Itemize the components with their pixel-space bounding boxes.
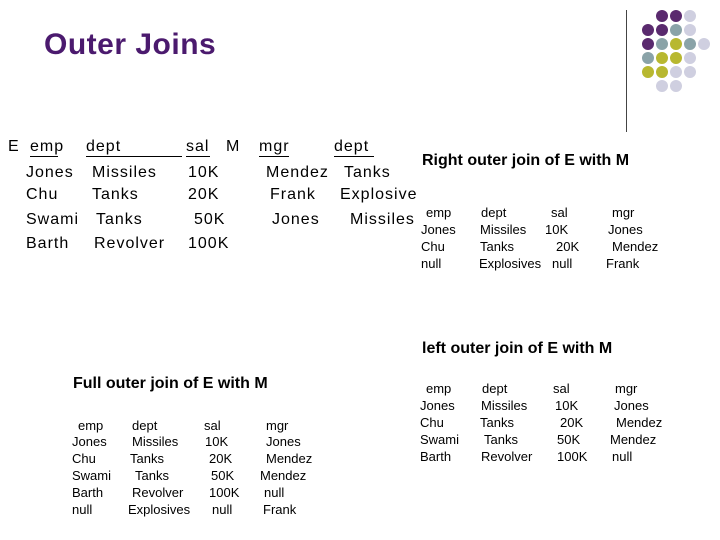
left-join-cell: 100K	[557, 449, 588, 464]
decorative-dot	[670, 10, 682, 22]
table-e-cell: Chu	[26, 186, 59, 203]
right-join-cell: Tanks	[480, 239, 514, 254]
table-e-cell: 10K	[188, 164, 220, 181]
right-join-cell: Chu	[421, 239, 445, 254]
full-join-cell: Mendez	[266, 451, 313, 466]
decorative-dot	[656, 80, 668, 92]
table-m-label: M	[226, 138, 241, 155]
left-join-cell: Tanks	[484, 432, 518, 447]
right-join-cell: Jones	[421, 222, 456, 237]
table-e-cell: Jones	[26, 164, 74, 181]
table-e-header-sal: sal	[186, 138, 210, 155]
table-e-cell: 100K	[188, 235, 230, 252]
left-join-cell: Chu	[420, 415, 444, 430]
right-join-cell: 10K	[545, 222, 569, 237]
full-join-cell: 100K	[209, 485, 240, 500]
full-join-cell: 10K	[205, 434, 229, 449]
right-join-cell: null	[421, 256, 442, 271]
table-m-cell: Jones	[272, 211, 320, 228]
left-join-cell: 10K	[555, 398, 579, 413]
table-e-cell: Barth	[26, 235, 70, 252]
decorative-dot	[684, 10, 696, 22]
decorative-dot	[684, 24, 696, 36]
right-join-cell: null	[552, 256, 573, 271]
left-join-header: sal	[553, 381, 570, 396]
left-join-header: emp	[426, 381, 452, 396]
decorative-dot	[698, 38, 710, 50]
left-join-cell: 50K	[557, 432, 581, 447]
full-join-cell: Missiles	[132, 434, 179, 449]
left-join-cell: Mendez	[610, 432, 657, 447]
decorative-dot	[684, 66, 696, 78]
full-join-cell: Chu	[72, 451, 96, 466]
left-join-header: mgr	[615, 381, 638, 396]
left-join-cell: Missiles	[481, 398, 528, 413]
decorative-dot	[684, 38, 696, 50]
left-join-cell: Jones	[420, 398, 455, 413]
decorative-dot	[670, 24, 682, 36]
right-join-header: sal	[551, 205, 568, 220]
left-join-cell: Mendez	[616, 415, 663, 430]
left-join-cell: Swami	[420, 432, 460, 447]
left-join-cell: 20K	[560, 415, 584, 430]
right-join-cell: Frank	[606, 256, 640, 271]
table-e-cell: Tanks	[96, 211, 143, 228]
decorative-dot	[670, 38, 682, 50]
right-join-cell: Missiles	[480, 222, 527, 237]
full-join-cell: Explosives	[128, 502, 191, 517]
left-join-cell: null	[612, 449, 633, 464]
full-join-cell: Revolver	[132, 485, 184, 500]
full-join-cell: Jones	[72, 434, 107, 449]
decorative-dot	[642, 38, 654, 50]
right-join-header: dept	[481, 205, 507, 220]
full-join-cell: Mendez	[260, 468, 307, 483]
decorative-dot	[642, 52, 654, 64]
full-join-cell: Tanks	[135, 468, 169, 483]
table-m-cell: Missiles	[350, 211, 415, 228]
table-m-cell: Frank	[270, 186, 316, 203]
full-join-header: mgr	[266, 418, 289, 433]
decorative-dot	[670, 80, 682, 92]
table-e-header-dept: dept	[86, 138, 182, 157]
full-join-header: dept	[132, 418, 158, 433]
table-e-cell: Tanks	[92, 186, 139, 203]
full-join-cell: Swami	[72, 468, 112, 483]
full-join-cell: 20K	[209, 451, 233, 466]
right-join-header: mgr	[612, 205, 635, 220]
full-join-title: Full outer join of E with M	[73, 375, 268, 392]
full-join-cell: 50K	[211, 468, 235, 483]
full-join-cell: Jones	[266, 434, 301, 449]
table-e-cell: Swami	[26, 211, 80, 228]
table-m-header-dept: dept	[334, 138, 374, 157]
table-e-cell: Missiles	[92, 164, 157, 181]
decorative-dot	[684, 52, 696, 64]
left-join-cell: Tanks	[480, 415, 514, 430]
table-e-cell: 20K	[188, 186, 220, 203]
right-join-header: emp	[426, 205, 452, 220]
table-e-label: E	[8, 138, 20, 155]
table-m-cell: Tanks	[344, 164, 391, 181]
full-join-cell: null	[264, 485, 285, 500]
left-join-header: dept	[482, 381, 508, 396]
right-join-title: Right outer join of E with M	[422, 152, 630, 169]
full-join-cell: Barth	[72, 485, 104, 500]
decorative-dot	[670, 52, 682, 64]
full-join-cell: null	[72, 502, 93, 517]
decorative-dot	[656, 52, 668, 64]
full-join-header: emp	[78, 418, 104, 433]
right-join-cell: Jones	[608, 222, 643, 237]
decorative-dot	[656, 66, 668, 78]
full-join-cell: Frank	[263, 502, 297, 517]
full-join-header: sal	[204, 418, 221, 433]
left-join-cell: Jones	[614, 398, 649, 413]
right-join-cell: Mendez	[612, 239, 659, 254]
table-e-cell: Revolver	[94, 235, 166, 252]
table-e-cell: 50K	[194, 211, 226, 228]
decorative-dot	[670, 66, 682, 78]
divider-line	[626, 10, 627, 132]
left-join-cell: Revolver	[481, 449, 533, 464]
right-join-cell: 20K	[556, 239, 580, 254]
right-join-cell: Explosives	[479, 256, 542, 271]
table-m-header-mgr: mgr	[259, 138, 290, 155]
decorative-dot	[656, 10, 668, 22]
left-join-cell: Barth	[420, 449, 452, 464]
decorative-dot	[642, 66, 654, 78]
full-join-cell: Tanks	[130, 451, 164, 466]
left-join-title: left outer join of E with M	[422, 340, 613, 357]
slide-title: Outer Joins	[44, 28, 217, 61]
decorative-dot	[656, 24, 668, 36]
table-m-cell: Mendez	[266, 164, 329, 181]
decorative-dot	[642, 24, 654, 36]
full-join-cell: null	[212, 502, 233, 517]
table-e-header-emp: emp	[30, 138, 65, 155]
decorative-dot	[656, 38, 668, 50]
table-m-cell: Explosive	[340, 186, 418, 203]
